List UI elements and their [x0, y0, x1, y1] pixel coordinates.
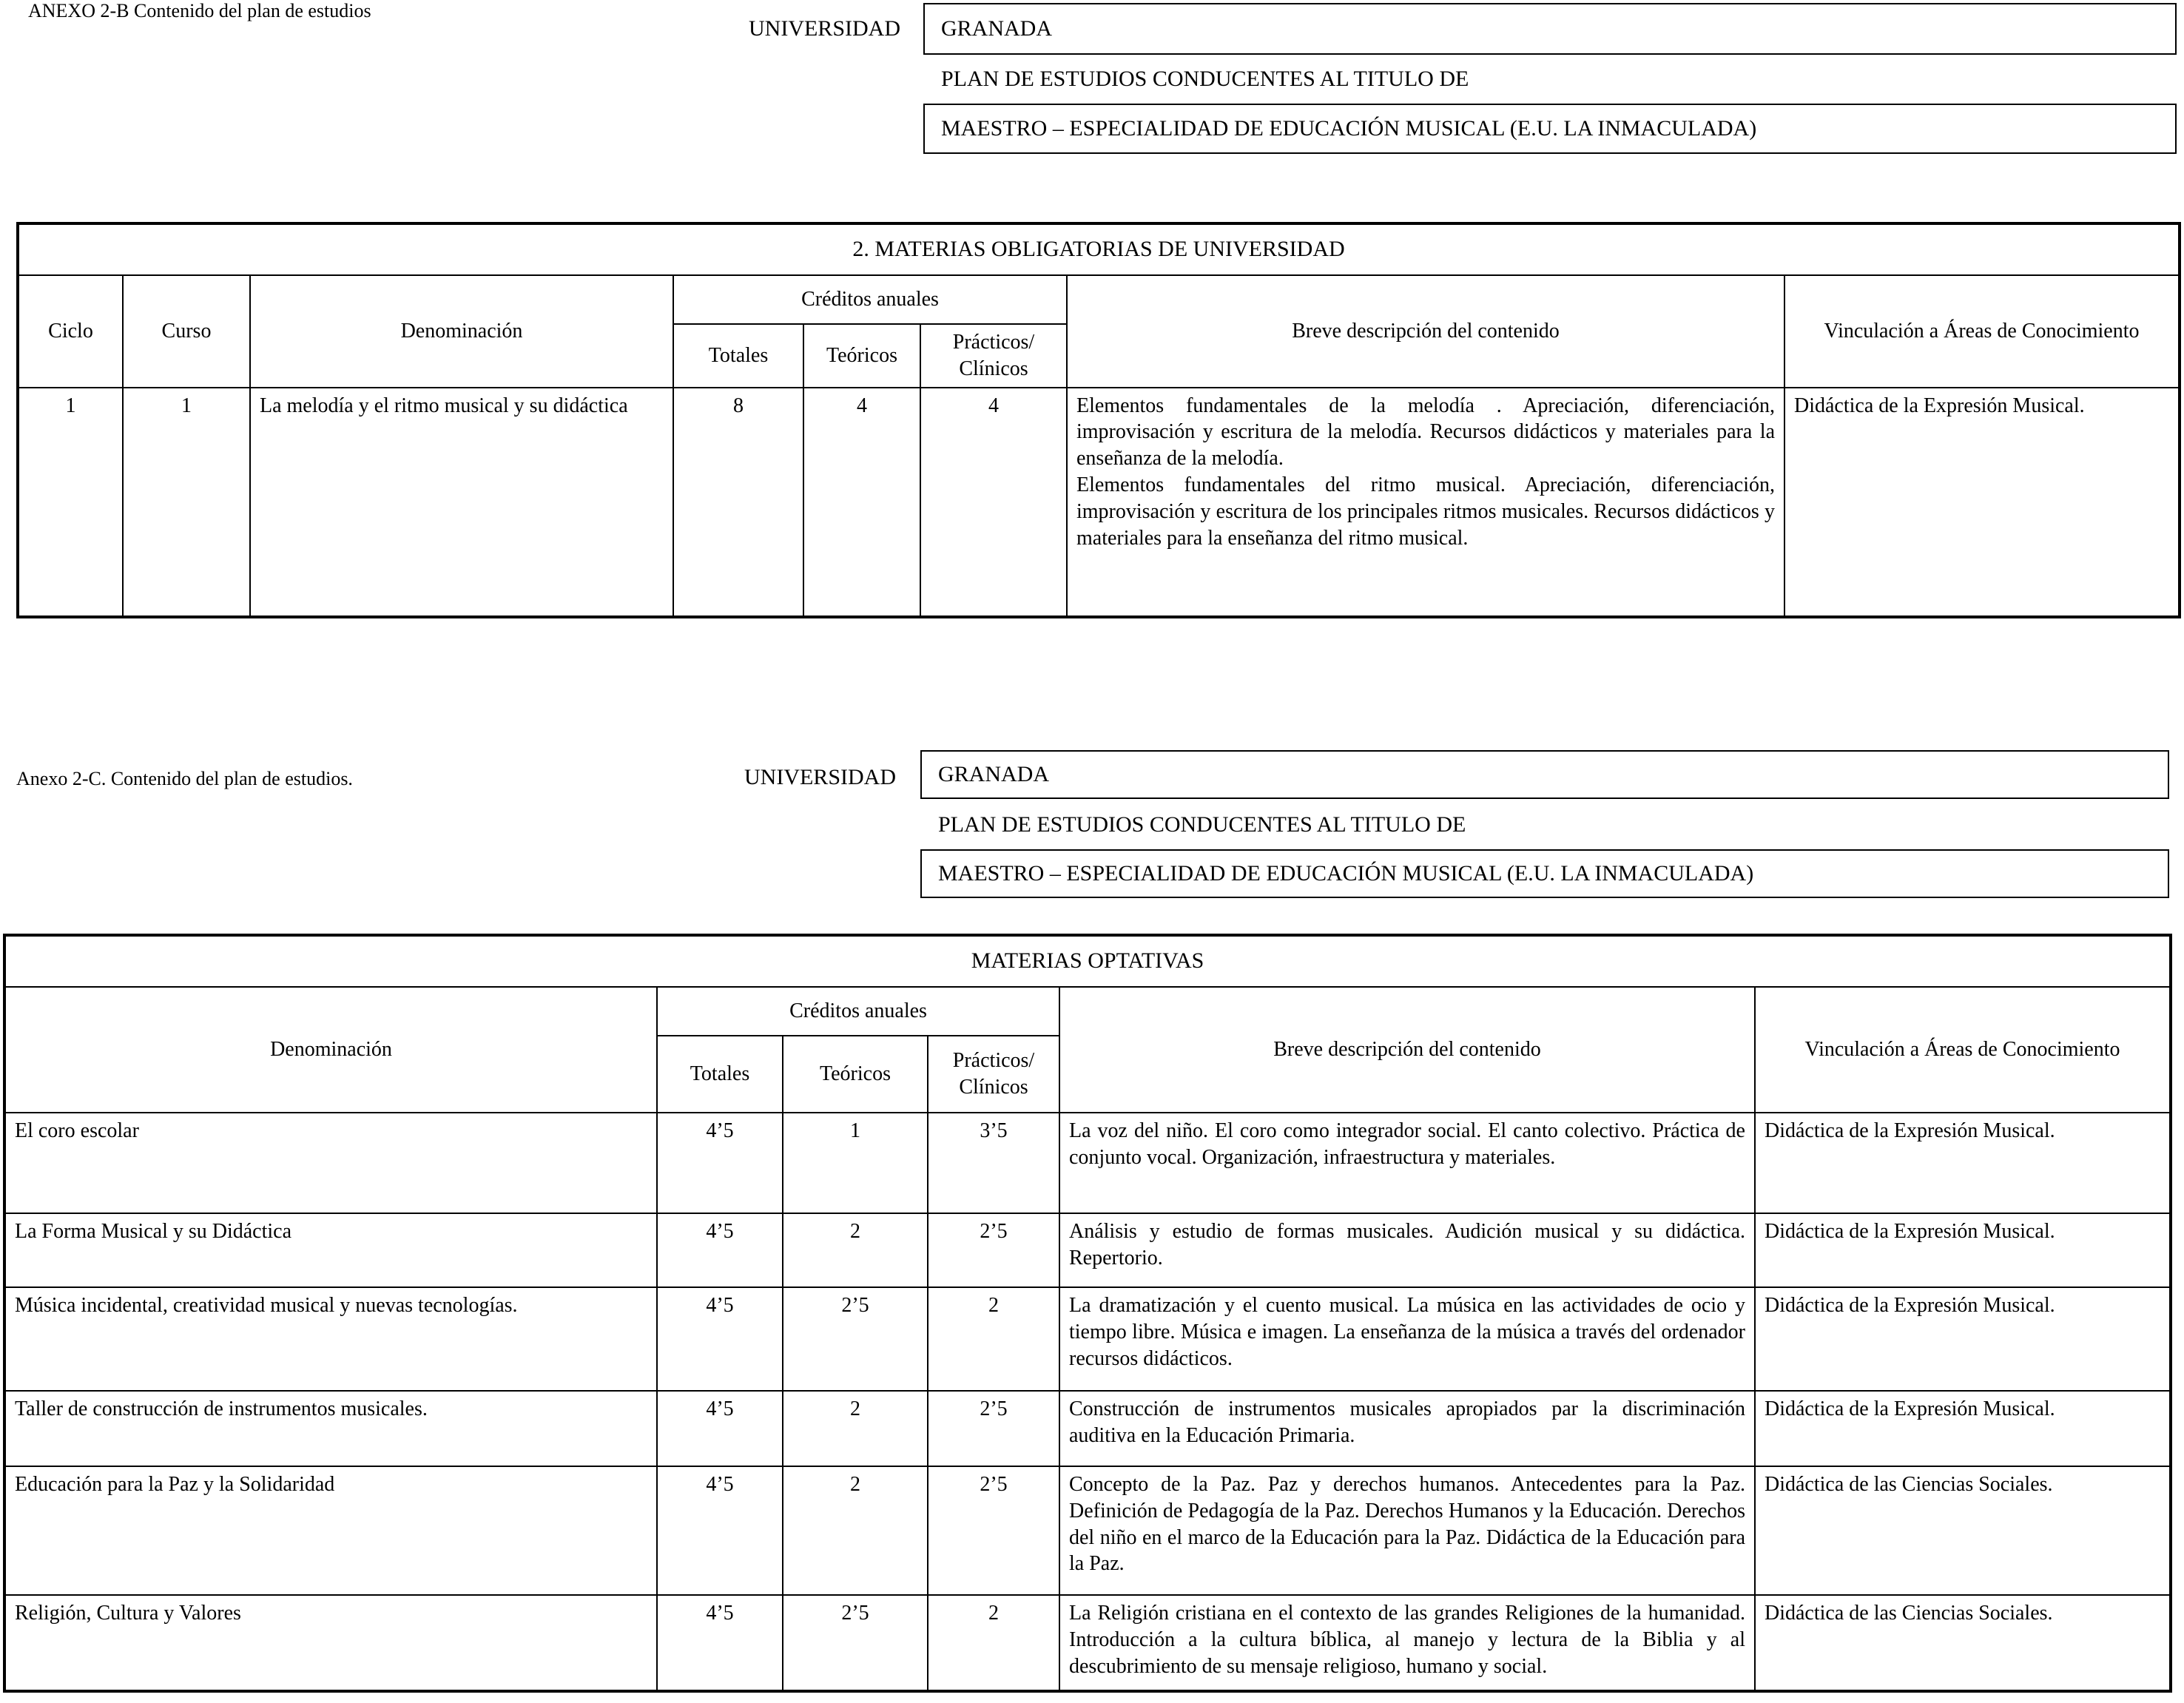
cell-practicos: 3’5 — [928, 1113, 1059, 1213]
cell-teoricos: 2 — [783, 1466, 928, 1595]
cell-totales: 4’5 — [657, 1213, 783, 1287]
header-ciclo: Ciclo — [18, 275, 123, 388]
header-descripcion: Breve descripción del contenido — [1067, 275, 1784, 388]
cell-descripcion: La Religión cristiana en el contexto de las grandes Religiones de la humanidad. Introducción a la cultura bíblica, al manejo y lectura de la Biblia y al descubrimiento de su mensaje religioso, humano y social. — [1059, 1595, 1755, 1691]
header-creditos-anuales: Créditos anuales — [673, 275, 1067, 324]
cell-denominacion: La Forma Musical y su Didáctica — [4, 1213, 657, 1287]
universidad-value-c: GRANADA — [938, 762, 1049, 786]
cell-descripcion: Análisis y estudio de formas musicales. Audición musical y su didáctica. Repertorio. — [1059, 1213, 1755, 1287]
table-row — [4, 1287, 2171, 1391]
cell-practicos: 4 — [920, 388, 1067, 617]
cell-totales: 8 — [673, 388, 803, 617]
table-row — [4, 1391, 2171, 1466]
optativas-table-title: MATERIAS OPTATIVAS — [4, 935, 2171, 987]
header-denominacion: Denominación — [250, 275, 673, 388]
cell-teoricos: 2’5 — [783, 1595, 928, 1691]
cell-denominacion: Religión, Cultura y Valores — [4, 1595, 657, 1691]
cell-descripcion: La dramatización y el cuento musical. La música en las actividades de ocio y tiempo libre. Música e imagen. La enseñanza de la música a través del ordenador recursos didácticos. — [1059, 1287, 1755, 1391]
cell-curso: 1 — [123, 388, 250, 617]
header-teoricos: Teóricos — [803, 324, 920, 388]
obligatorias-table-title: 2. MATERIAS OBLIGATORIAS DE UNIVERSIDAD — [18, 223, 2180, 275]
cell-totales: 4’5 — [657, 1466, 783, 1595]
plan-value-box-c — [920, 849, 2169, 898]
table-row — [4, 1213, 2171, 1287]
universidad-value-box-b — [923, 3, 2177, 55]
cell-denominacion: Educación para la Paz y la Solidaridad — [4, 1466, 657, 1595]
cell-descripcion: La voz del niño. El coro como integrador social. El canto colectivo. Práctica de conjunto vocal. Organización, infraestructura y materiales. — [1059, 1113, 1755, 1213]
cell-descripcion: Concepto de la Paz. Paz y derechos humanos. Antecedentes para la Paz. Definición de Pedagogía de la Paz. Derechos Humanos y la Educación. Derechos del niño en el marco de la Educación para la Paz. Didáctica de la Educación para la Paz. — [1059, 1466, 1755, 1595]
cell-vinculacion: Didáctica de la Expresión Musical. — [1755, 1287, 2171, 1391]
cell-vinculacion: Didáctica de la Expresión Musical. — [1784, 388, 2180, 617]
cell-totales: 4’5 — [657, 1391, 783, 1466]
header-practicos: Prácticos/ Clínicos — [920, 324, 1067, 388]
universidad-label-b: UNIVERSIDAD — [749, 16, 900, 41]
cell-teoricos: 4 — [803, 388, 920, 617]
universidad-value-b: GRANADA — [941, 16, 1052, 41]
cell-teoricos: 2 — [783, 1391, 928, 1466]
cell-totales: 4’5 — [657, 1113, 783, 1213]
cell-vinculacion: Didáctica de la Expresión Musical. — [1755, 1391, 2171, 1466]
descripcion-paragraph-1: Elementos fundamentales de la melodía . Apreciación, diferenciación, improvisación y escritura de la melodía. Recursos didácticos y materiales para la enseñanza de la melodía. — [1076, 394, 1775, 471]
obligatorias-table — [16, 222, 2181, 618]
header-creditos-anuales: Créditos anuales — [657, 987, 1059, 1036]
table-row — [4, 1595, 2171, 1691]
cell-practicos: 2’5 — [928, 1213, 1059, 1287]
header-denominacion: Denominación — [4, 987, 657, 1113]
cell-totales: 4’5 — [657, 1287, 783, 1391]
cell-denominacion: Música incidental, creatividad musical y nuevas tecnologías. — [4, 1287, 657, 1391]
plan-label-b: PLAN DE ESTUDIOS CONDUCENTES AL TITULO DE — [941, 67, 1469, 91]
table-row — [4, 1466, 2171, 1595]
plan-label-c: PLAN DE ESTUDIOS CONDUCENTES AL TITULO DE — [938, 812, 1466, 837]
cell-ciclo: 1 — [18, 388, 123, 617]
cell-vinculacion: Didáctica de las Ciencias Sociales. — [1755, 1466, 2171, 1595]
header-vinculacion: Vinculación a Áreas de Conocimiento — [1755, 987, 2171, 1113]
header-totales: Totales — [657, 1036, 783, 1113]
cell-denominacion: La melodía y el ritmo musical y su didáctica — [250, 388, 673, 617]
cell-practicos: 2’5 — [928, 1391, 1059, 1466]
plan-value-box-b — [923, 104, 2177, 154]
cell-denominacion: El coro escolar — [4, 1113, 657, 1213]
universidad-label-c: UNIVERSIDAD — [744, 765, 896, 789]
cell-totales: 4’5 — [657, 1595, 783, 1691]
cell-vinculacion: Didáctica de la Expresión Musical. — [1755, 1113, 2171, 1213]
cell-descripcion: Construcción de instrumentos musicales apropiados par la discriminación auditiva en la Educación Primaria. — [1059, 1391, 1755, 1466]
header-curso: Curso — [123, 275, 250, 388]
universidad-value-box-c — [920, 750, 2169, 799]
header-descripcion: Breve descripción del contenido — [1059, 987, 1755, 1113]
optativas-table — [3, 934, 2172, 1693]
table-row — [4, 1113, 2171, 1213]
cell-denominacion: Taller de construcción de instrumentos musicales. — [4, 1391, 657, 1466]
header-totales: Totales — [673, 324, 803, 388]
cell-vinculacion: Didáctica de las Ciencias Sociales. — [1755, 1595, 2171, 1691]
plan-value-c: MAESTRO – ESPECIALIDAD DE EDUCACIÓN MUSICAL (E.U. LA INMACULADA) — [938, 861, 1754, 886]
cell-descripcion — [1067, 388, 1784, 617]
plan-value-b: MAESTRO – ESPECIALIDAD DE EDUCACIÓN MUSICAL (E.U. LA INMACULADA) — [941, 116, 1757, 141]
cell-teoricos: 2 — [783, 1213, 928, 1287]
header-practicos: Prácticos/ Clínicos — [928, 1036, 1059, 1113]
table-row — [18, 388, 2180, 617]
cell-teoricos: 2’5 — [783, 1287, 928, 1391]
descripcion-paragraph-2: Elementos fundamentales del ritmo musical. Apreciación, diferenciación, improvisación y escritura de los principales ritmos musicales. Recursos didácticos y materiales para la enseñanza del ritmo musical. — [1076, 473, 1775, 550]
annex-2b-title: ANEXO 2-B Contenido del plan de estudios — [28, 0, 371, 21]
header-vinculacion: Vinculación a Áreas de Conocimiento — [1784, 275, 2180, 388]
cell-teoricos: 1 — [783, 1113, 928, 1213]
annex-2c-title: Anexo 2-C. Contenido del plan de estudios. — [16, 768, 353, 789]
cell-practicos: 2’5 — [928, 1466, 1059, 1595]
cell-practicos: 2 — [928, 1595, 1059, 1691]
cell-practicos: 2 — [928, 1287, 1059, 1391]
cell-vinculacion: Didáctica de la Expresión Musical. — [1755, 1213, 2171, 1287]
header-teoricos: Teóricos — [783, 1036, 928, 1113]
